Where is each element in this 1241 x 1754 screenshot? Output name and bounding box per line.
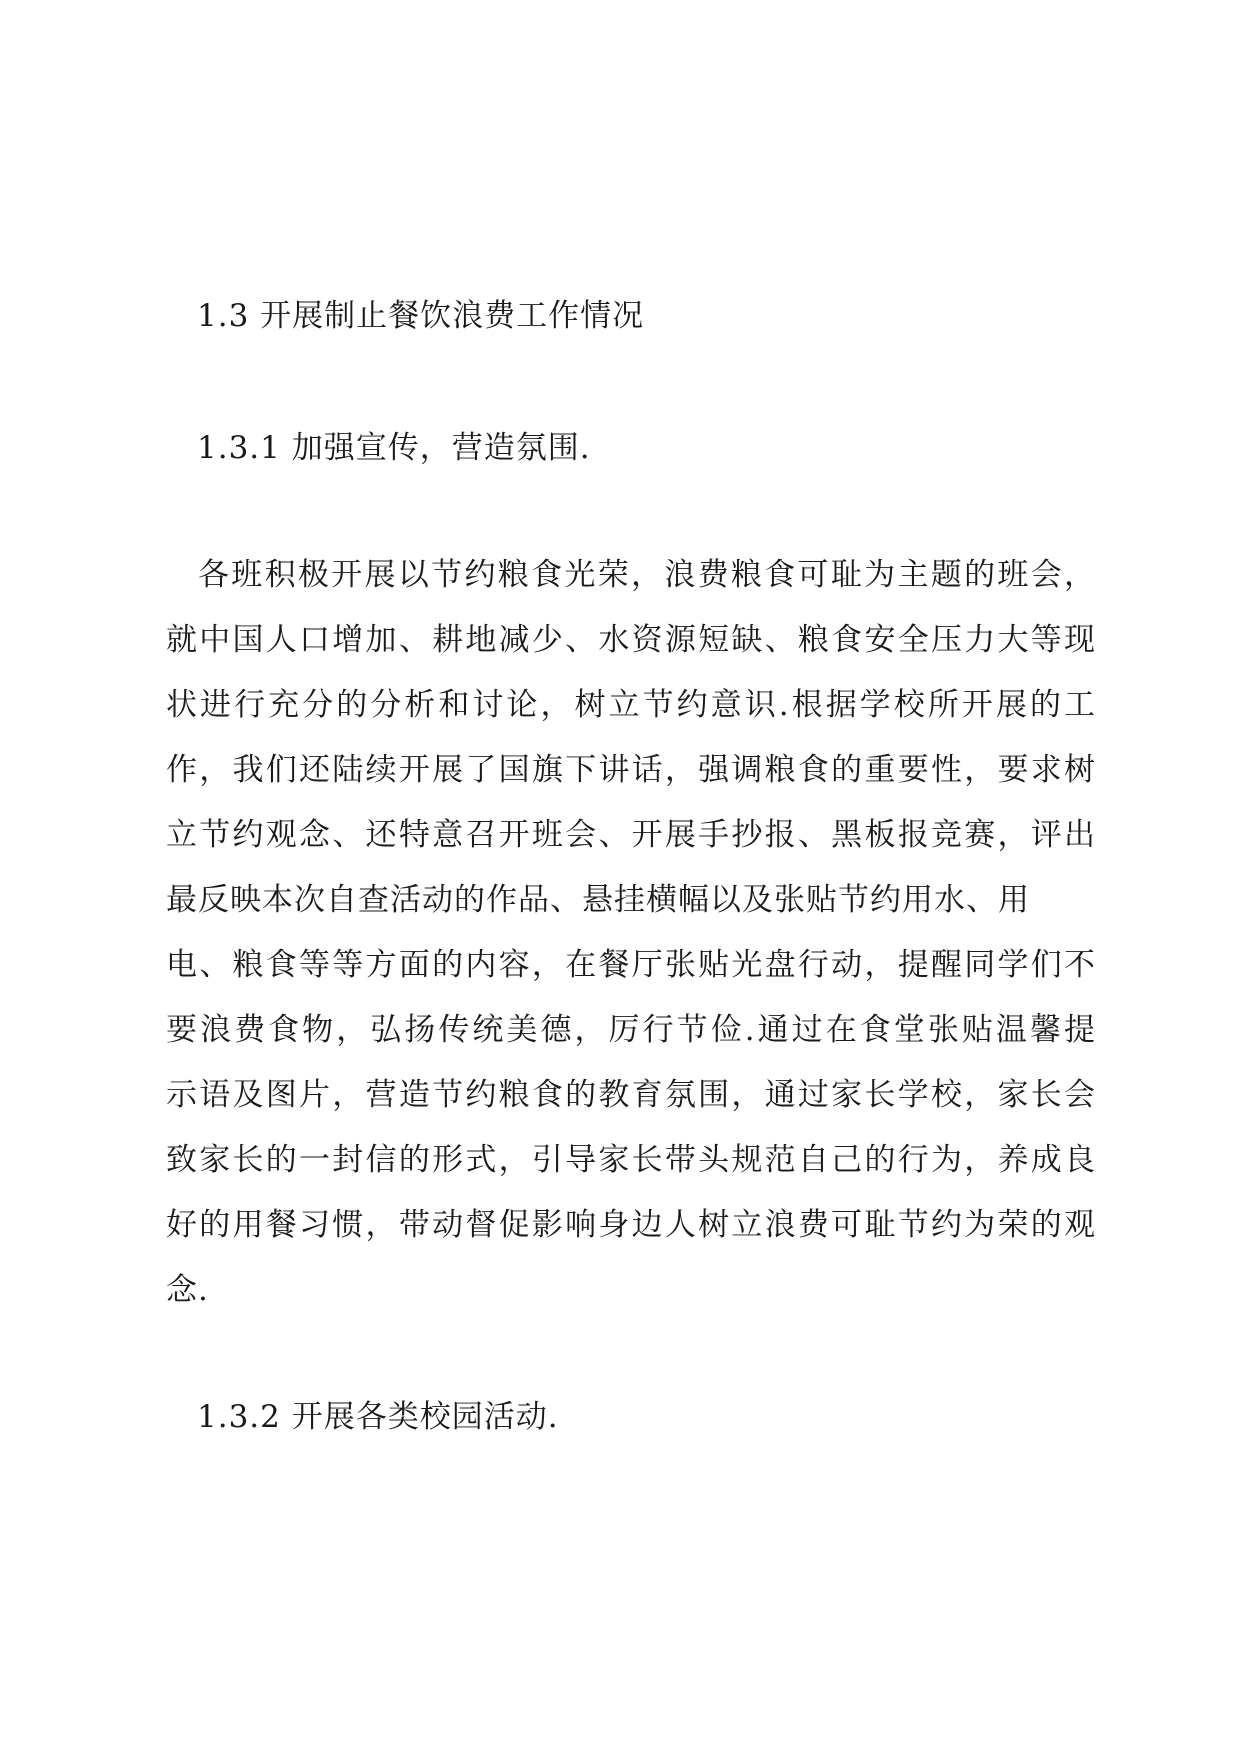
paragraph-line: 电、粮食等等方面的内容，在餐厅张贴光盘行动，提醒同学们不 [166,947,1096,983]
body-paragraph [166,555,1096,1335]
paragraph-line: 状进行充分的分析和讨论，树立节约意识.根据学校所开展的工 [166,687,1096,723]
section-heading-1-3-2: 1.3.2 开展各类校园活动. [197,1399,559,1435]
paragraph-line: 念. [166,1272,209,1308]
paragraph-line: 好的用餐习惯，带动督促影响身边人树立浪费可耻节约为荣的观 [166,1207,1096,1243]
paragraph-line: 示语及图片，营造节约粮食的教育氛围，通过家长学校，家长会 [166,1077,1096,1113]
paragraph-line: 作，我们还陆续开展了国旗下讲话，强调粮食的重要性，要求树 [166,752,1096,788]
paragraph-line: 各班积极开展以节约粮食光荣，浪费粮食可耻为主题的班会， [198,557,1096,593]
paragraph-line: 最反映本次自查活动的作品、悬挂横幅以及张贴节约用水、用 [166,882,1030,918]
paragraph-line: 就中国人口增加、耕地减少、水资源短缺、粮食安全压力大等现 [166,622,1096,658]
section-heading-1-3: 1.3 开展制止餐饮浪费工作情况 [197,298,645,334]
paragraph-line: 要浪费食物，弘扬传统美德，厉行节俭.通过在食堂张贴温馨提 [166,1012,1096,1048]
paragraph-line: 立节约观念、还特意召开班会、开展手抄报、黑板报竞赛，评出 [166,817,1096,853]
paragraph-line: 致家长的一封信的形式，引导家长带头规范自己的行为，养成良 [166,1142,1096,1178]
section-heading-1-3-1: 1.3.1 加强宣传，营造氛围. [197,430,591,466]
